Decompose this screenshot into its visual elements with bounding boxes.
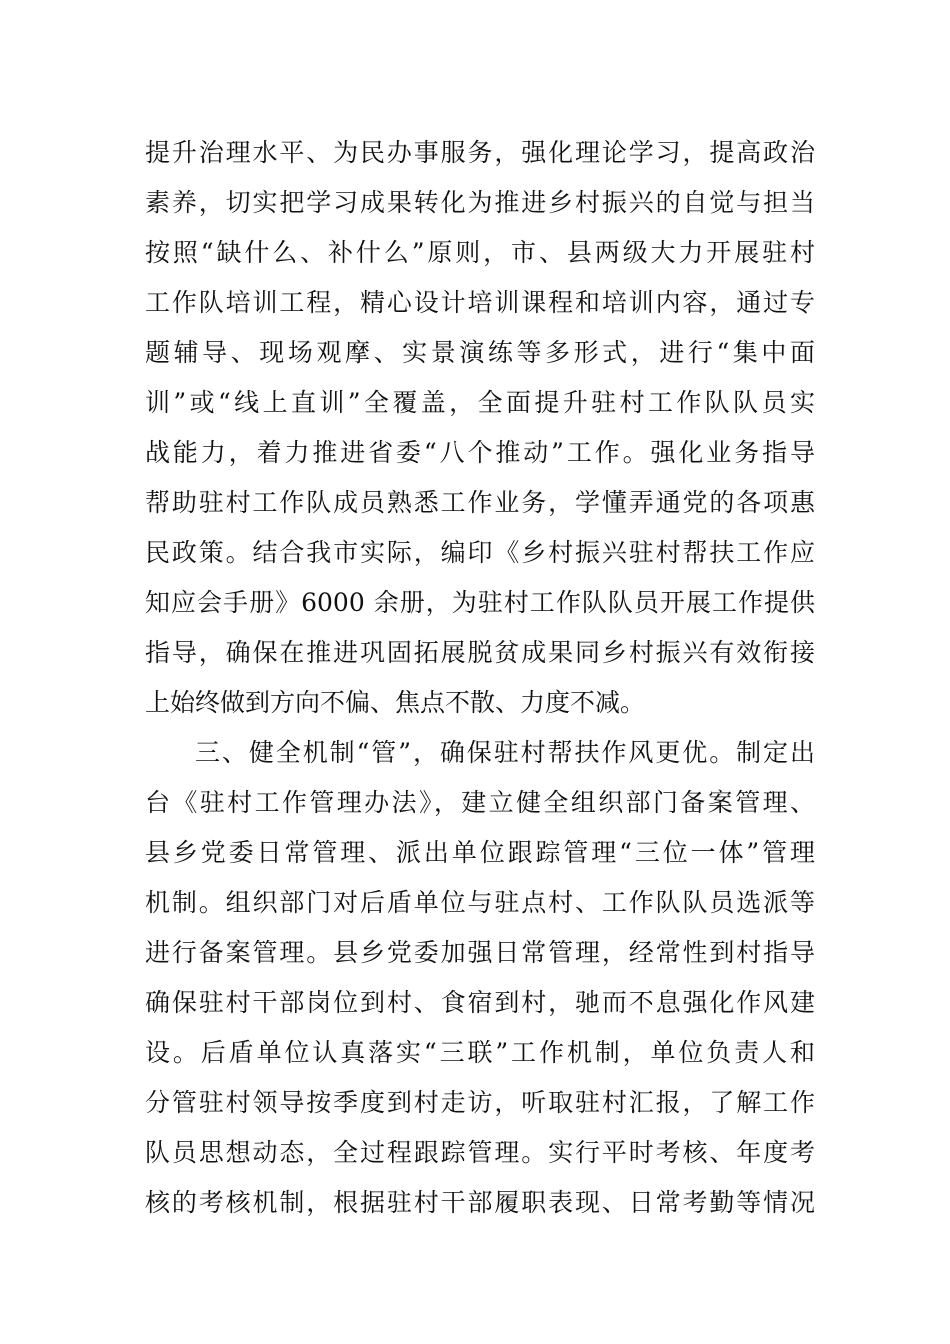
text-line: 战能力，着力推进省委“八个推动”工作。强化业务指导 — [145, 438, 815, 467]
text-line: 进行备案管理。县乡党委加强日常管理，经常性到村指导 — [145, 938, 815, 967]
text-line: 提升治理水平、为民办事服务，强化理论学习，提高政治 — [145, 138, 815, 167]
text-line: 工作队培训工程，精心设计培训课程和培训内容，通过专 — [145, 288, 815, 317]
text-line: 知应会手册》6000 余册，为驻村工作队队员开展工作提供 — [145, 588, 815, 617]
text-line: 训”或“线上直训”全覆盖，全面提升驻村工作队队员实 — [145, 388, 815, 417]
text-line: 县乡党委日常管理、派出单位跟踪管理“三位一体”管理 — [145, 838, 815, 867]
section-heading-line: 三、健全机制“管”，确保驻村帮扶作风更优。制定出 — [195, 738, 815, 767]
text-line: 上始终做到方向不偏、焦点不散、力度不减。 — [145, 688, 646, 717]
text-line: 台《驻村工作管理办法》，建立健全组织部门备案管理、 — [145, 788, 815, 817]
text-line: 机制。组织部门对后盾单位与驻点村、工作队队员选派等 — [145, 888, 815, 917]
text-line: 指导，确保在推进巩固拓展脱贫成果同乡村振兴有效衔接 — [145, 638, 815, 667]
text-line: 队员思想动态，全过程跟踪管理。实行平时考核、年度考 — [145, 1138, 815, 1167]
text-line: 素养，切实把学习成果转化为推进乡村振兴的自觉与担当 — [145, 188, 815, 217]
text-line: 题辅导、现场观摩、实景演练等多形式，进行“集中面 — [145, 338, 815, 367]
text-line: 分管驻村领导按季度到村走访，听取驻村汇报，了解工作 — [145, 1088, 815, 1117]
text-line: 确保驻村干部岗位到村、食宿到村，驰而不息强化作风建 — [145, 988, 815, 1017]
text-line: 民政策。结合我市实际，编印《乡村振兴驻村帮扶工作应 — [145, 538, 815, 567]
text-line: 核的考核机制，根据驻村干部履职表现、日常考勤等情况 — [145, 1188, 815, 1217]
text-line: 按照“缺什么、补什么”原则，市、县两级大力开展驻村 — [145, 238, 815, 267]
document-body — [145, 128, 815, 1228]
text-line: 帮助驻村工作队成员熟悉工作业务，学懂弄通党的各项惠 — [145, 488, 815, 517]
paragraph-training — [145, 128, 815, 728]
text-line: 设。后盾单位认真落实“三联”工作机制，单位负责人和 — [145, 1038, 815, 1067]
paragraph-management — [145, 728, 815, 1228]
